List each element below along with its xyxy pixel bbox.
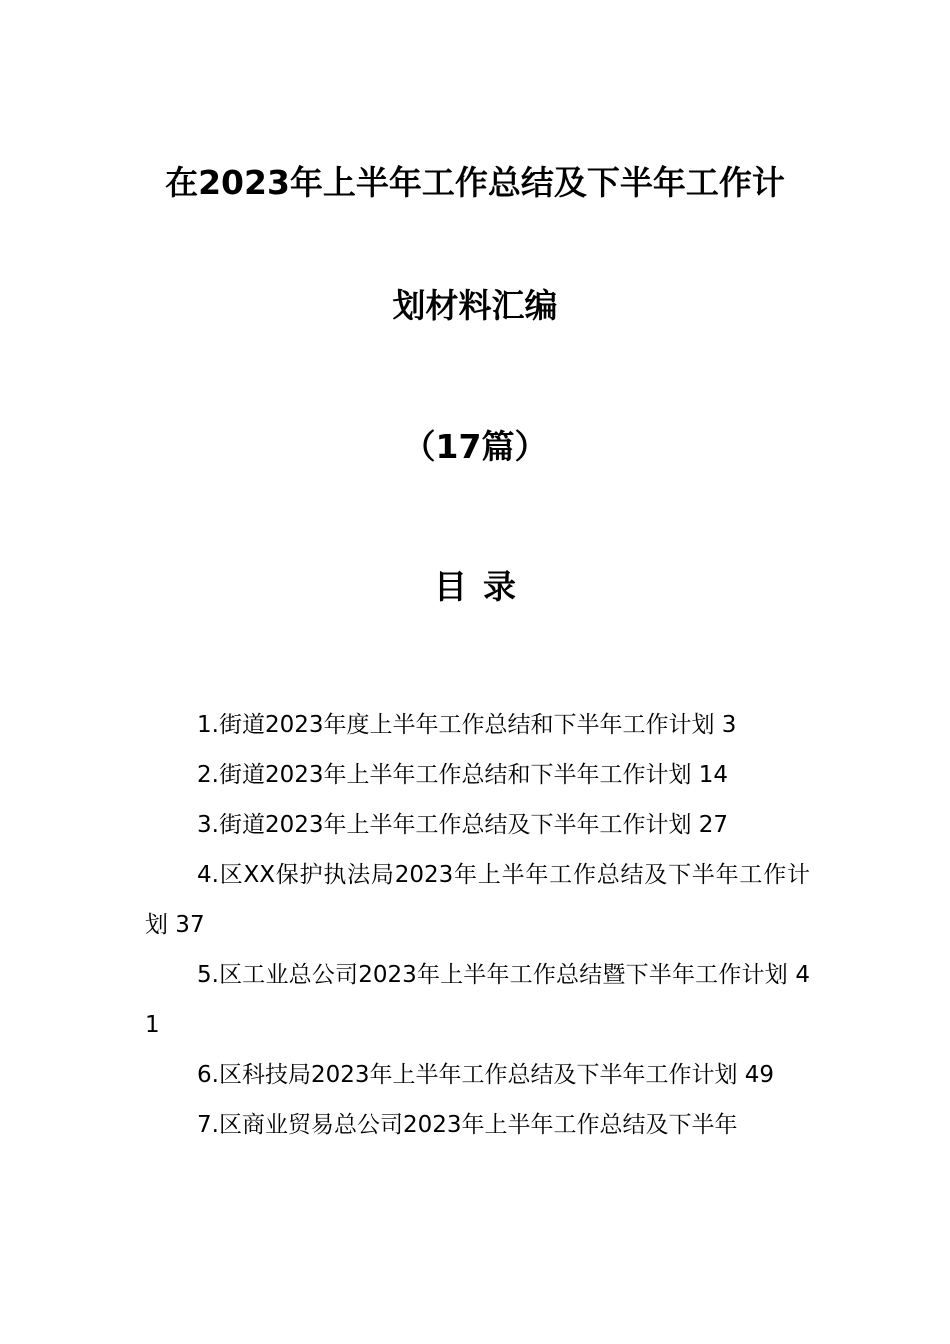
toc-item-4: 4.区XX保护执法局2023年上半年工作总结及下半年工作计划 37 bbox=[145, 862, 810, 938]
toc-item-6: 6.区科技局2023年上半年工作总结及下半年工作计划 49 bbox=[197, 1062, 775, 1088]
toc-item-7: 7.区商业贸易总公司2023年上半年工作总结及下半年 bbox=[197, 1112, 738, 1138]
document-title-line-2: 划材料汇编 bbox=[392, 286, 558, 325]
table-of-contents bbox=[145, 700, 810, 1150]
toc-item-3: 3.街道2023年上半年工作总结及下半年工作计划 27 bbox=[197, 812, 729, 838]
toc-item-1: 1.街道2023年度上半年工作总结和下半年工作计划 3 bbox=[197, 712, 737, 738]
toc-item-2: 2.街道2023年上半年工作总结和下半年工作计划 14 bbox=[197, 762, 729, 788]
document-count: （17篇） bbox=[402, 427, 548, 466]
toc-item-5: 5.区工业总公司2023年上半年工作总结暨下半年工作计划 41 bbox=[145, 962, 810, 1038]
toc-heading: 目录 bbox=[434, 567, 532, 606]
document-title-line-1: 在2023年上半年工作总结及下半年工作计 bbox=[165, 163, 785, 202]
